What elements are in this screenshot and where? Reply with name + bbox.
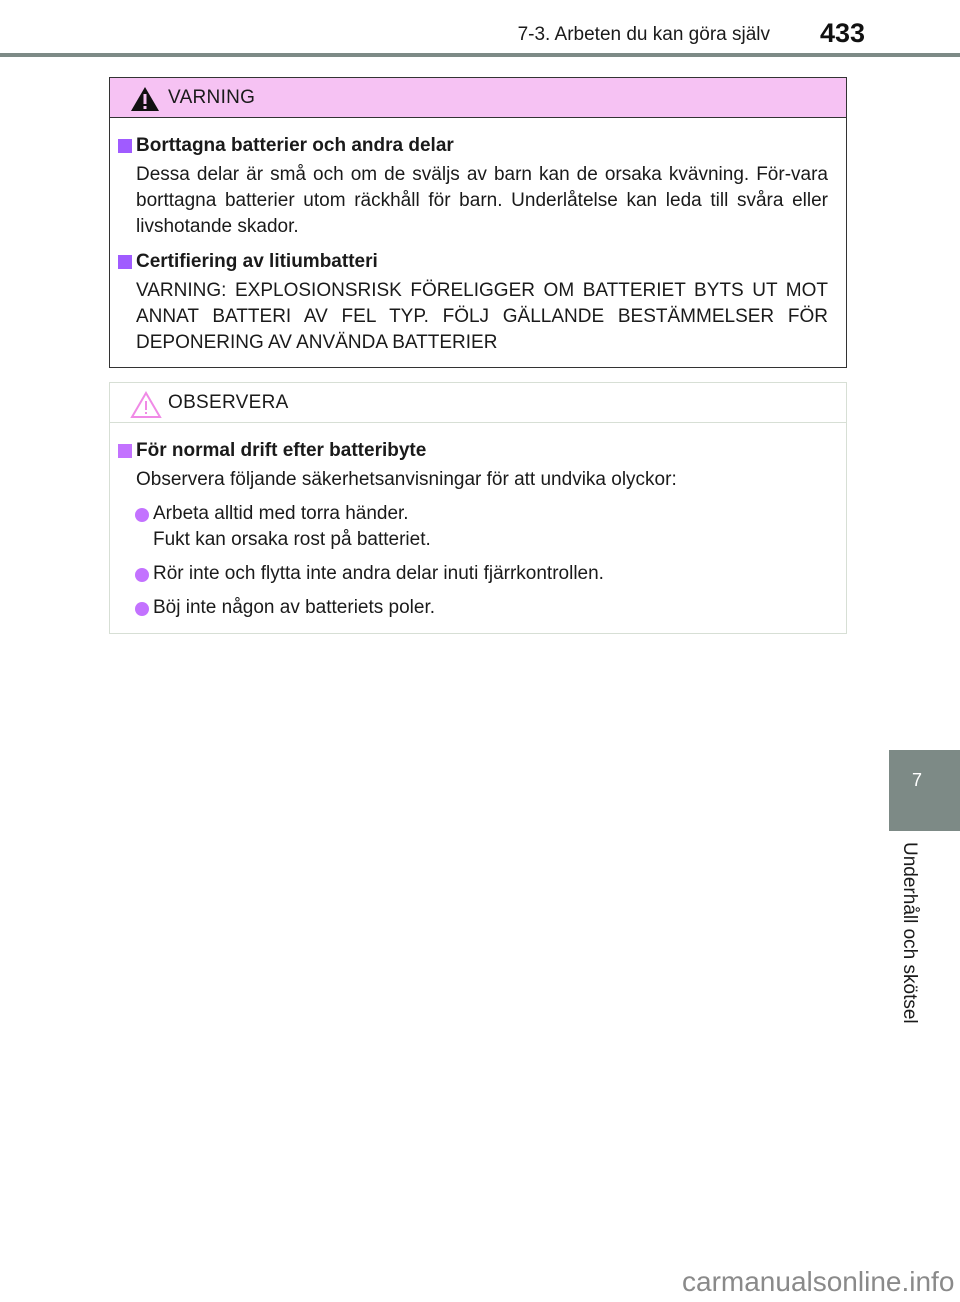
list-item-text: Rör inte och flytta inte andra delar inuti fjärrkontrollen. [153,563,604,584]
header-divider [0,53,960,57]
section-title-text: För normal drift efter batteribyte [136,440,427,461]
section-title-text: Borttagna batterier och andra delar [136,135,454,156]
list-item-text: Arbeta alltid med torra händer. [153,503,409,524]
square-bullet-icon [118,255,132,269]
watermark: carmanualsonline.info [682,1266,955,1297]
chapter-title-text: Underhåll och skötsel [899,842,920,1024]
warning-section-lithium [110,250,846,356]
chapter-title [898,842,922,1042]
warning-heading: VARNING [168,87,256,108]
chapter-tab[interactable] [889,750,960,831]
round-bullet-icon [135,602,149,616]
section-heading [118,250,828,274]
list-item-subtext: Fukt kan orsaka rost på batteriet. [153,529,431,550]
caution-heading: OBSERVERA [168,392,289,413]
warning-triangle-outline-icon [130,391,162,419]
square-bullet-icon [118,139,132,153]
chapter-number: 7 [912,770,923,790]
caution-section [110,439,846,621]
round-bullet-icon [135,568,149,582]
list-item [135,501,828,553]
list-item-text: Böj inte någon av batteriets poler. [153,597,436,618]
warning-triangle-filled-icon [130,86,160,112]
warning-box [109,77,847,368]
section-heading [118,134,828,158]
square-bullet-icon [118,444,132,458]
warning-section-batteries [110,134,846,240]
caution-intro: Observera följande säkerhetsanvisningar för att undvika olyckor: [136,469,677,490]
section-body: Dessa delar är små och om de sväljs av barn kan de orsaka kvävning. För-vara borttagna batterier utom räckhåll för barn. Underlåtelse kan leda till svåra eller livshotande skador. [136,164,828,237]
list-item [135,561,828,587]
section-title: 7-3. Arbeten du kan göra själv [517,24,770,45]
round-bullet-icon [135,508,149,522]
section-title-text: Certifiering av litiumbatteri [136,251,378,272]
page-number: 433 [820,18,866,48]
section-body: VARNING: EXPLOSIONSRISK FÖRELIGGER OM BATTERIET BYTS UT MOT ANNAT BATTERI AV FEL TYP. FÖLJ GÄLLANDE BESTÄMMELSER FÖR DEPONERING AV ANVÄNDA BATTERIER [136,280,828,353]
warning-header [110,78,846,118]
section-heading [118,439,828,463]
caution-header [110,383,846,423]
caution-box [109,382,847,634]
list-item [135,595,828,621]
